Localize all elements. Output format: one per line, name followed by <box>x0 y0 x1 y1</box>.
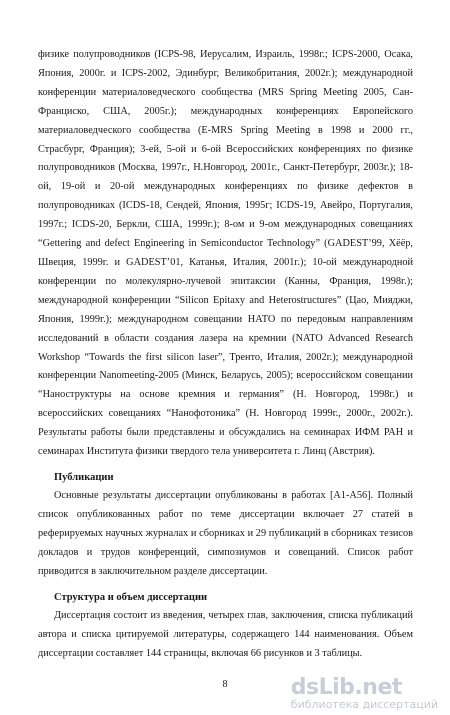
document-page <box>38 46 413 664</box>
structure-paragraph: Диссертация состоит из введения, четырех глав, заключения, списка публикаций автора и списка цитируемой литературы, содержащего 144 наименования. Объем диссертации составляет 144 страницы, включая 66 рисунков и 3 таблицы. <box>38 610 413 660</box>
watermark <box>291 677 438 711</box>
structure-heading: Структура и объем диссертации <box>54 592 208 604</box>
watermark-subtitle: библиотека диссертаций <box>290 698 438 711</box>
publications-paragraph: Основные результаты диссертации опубликованы в работах [A1-A56]. Полный список опубликованных работ по теме диссертации включает 27 статей в реферируемых научных журналах и сборниках и 29 публикаций в сборниках тезисов докладов и трудов конференций, симпозиумов и совещаний. Список работ приводится в заключительном разделе диссертации. <box>38 489 413 577</box>
watermark-logo: dsLib.net <box>290 675 402 700</box>
publications-heading: Публикации <box>54 471 114 483</box>
conferences-paragraph: физике полупроводников (ICPS-98, Иерусалим, Израиль, 1998г.; ICPS-2000, Осака, Япония, 2000г. и ICPS-2002, Эдинбург, Великобритания, 2002г.); международной конференции материаловедческого сообщества (MRS Spring Meeting 2005, Сан-Франциско, США, 2005г.); международных конференциях Европейского материаловедческого сообщества (E-MRS Spring Meeting в 1998 и 2000 гг., Страсбург, Франция); 3-ей, 5-ой и 6-ой Всероссийских конференциях по физике полупроводников (Москва, 1997г., Н.Новгород, 2001г., Санкт-Петербург, 2003г.); 18-ой, 19-ой и 20-ой международных конференциях по физике дефектов в полупроводниках (ICDS-18, Сендей, Япония, 1995г; ICDS-19, Авейро, Португалия, 1997г.; ICDS-20, Беркли, США, 1999г.); 8-ом и 9-ом международных совещаниях “Gettering and defect Engineering in Semiconductor Technology” (GADEST’99, Хёёр, Швеция, 1999г. и GADEST’01, Катанья, Италия, 2001г.); 10-ой международной конференции по молекулярно-лучевой эпитаксии (Канны, Франция, 1998г.); международной конференции “Silicon Epitaxy and Heterostructures” (Цао, Мияджи, Япония, 1999г.); международном совещании НАТО по передовым направлениям исследований в области создания лазера на кремнии (NATO Advanced Research Workshop “Towards the first silicon laser”, Тренто, Италия, 2002г.); международной конференции Nanomeeting-2005 (Минск, Беларусь, 2005); всероссийском совещании “Наноструктуры на основе кремния и германия” (Н. Новгород, 1998г.) и всероссийских совещаниях “Нанофотоника” (Н. Новгород 1999г., 2000г., 2002г.). Результаты работы были представлены и обсуждались на семинарах ИФМ РАН и семинарах Института физики твердого тела университета г. Линц (Австрия). <box>38 49 413 458</box>
page-number: 8 <box>222 679 228 690</box>
